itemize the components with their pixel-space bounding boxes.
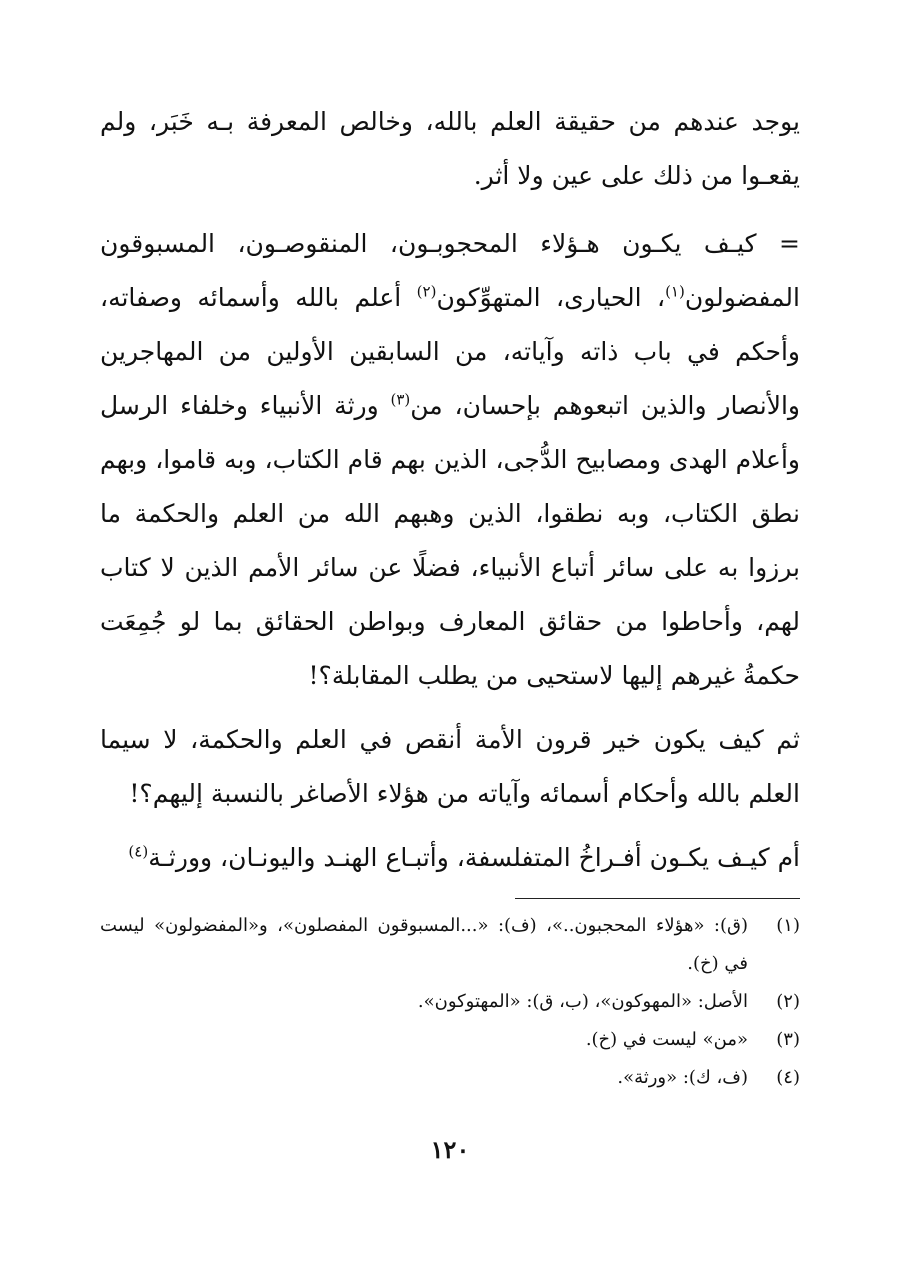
main-text [100,95,800,885]
paragraph-text: = كيـف يكـون هـؤلاء المحجوبـون، المنقوصـون، المسبوقون المفضولون [100,229,800,312]
footnote-ref[interactable]: (٣) [390,390,411,409]
paragraph-text: ثم كيف يكون خير قرون الأمة أنقص في العلم والحكمة، لا سيما العلم بالله وأحكام أسمائه وآياته من هؤلاء الأصاغر بالنسبة إليهم؟! [100,725,800,808]
paragraph-text: ورثة الأنبياء وخلفاء الرسل وأعلام الهدى ومصابيح الدُّجى، الذين بهم قام الكتاب، وبه قاموا، وبهم نطق الكتاب، وبه نطقوا، الذين وهبهم الله من العلم والحكمة ما برزوا به على سائر أتباع الأنبياء، فضلًا عن سائر الأمم الذين لا كتاب لهم، وأحاطوا من حقائق المعارف وبواطن الحقائق بما لو جُمِعَت حكمةُ غيرهم إليها لاستحيى من يطلب المقابلة؟! [100,391,800,690]
paragraph-text: أعلم بالله وأسمائه وصفاته، وأحكم في باب ذاته وآياته، من السابقين الأولين من المهاجرين والأنصار والذين اتبعوهم بإحسان، من [100,283,800,420]
footnote-ref[interactable]: (١) [665,282,685,301]
paragraph-text: أم كيـف يكـون أفـراخُ المتفلسفة، وأتبـاع الهنـد واليونـان، وورثـة [148,843,800,872]
footnote-number: (٤) [776,1067,800,1088]
footnote-ref[interactable]: (٢) [416,282,437,301]
footnote-number: (٣) [776,1029,800,1050]
footnote-separator [515,898,800,899]
paragraph-text: ، الحيارى، المتهوِّكون [436,283,666,312]
paragraph [100,95,800,203]
footnotes [100,907,800,1097]
footnote [100,983,800,1021]
footnote-ref[interactable]: (٤) [128,842,149,861]
footnote-number: (٢) [776,991,800,1012]
footnote-text: «من» ليست في (خ). [585,1029,748,1050]
footnote [100,1021,800,1059]
footnote-number: (١) [776,915,800,936]
paragraph [100,831,800,885]
footnote-text: (ف، ك): «ورثة». [617,1067,748,1088]
footnote-text: الأصل: «المهوكون»، (ب، ق): «المهتوكون». [417,991,748,1012]
footnote [100,907,800,983]
footnote-text: (ق): «هؤلاء المحجبون..»، (ف): «...المسبوقون المفصلون»، و«المفضولون» ليست في (خ). [100,915,748,974]
paragraph [100,713,800,821]
paragraph [100,217,800,703]
footnote [100,1059,800,1097]
book-page [100,95,800,1271]
paragraph-text: يوجد عندهم من حقيقة العلم بالله، وخالص المعرفة بـه خَبَر، ولم يقعـوا من ذلك على عين ولا أثر. [100,107,800,190]
page-number: ١٢٠ [430,1135,470,1164]
